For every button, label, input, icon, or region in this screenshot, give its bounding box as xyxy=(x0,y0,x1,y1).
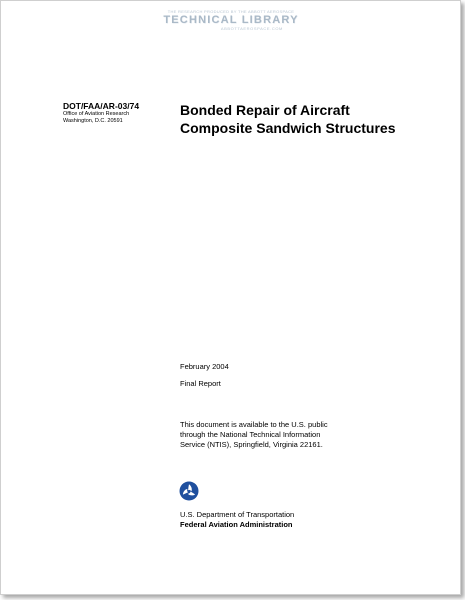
watermark-top-line: THE RESEARCH PRODUCED BY THE ABBOTT AEROSPACE xyxy=(167,9,295,14)
administration-name: Federal Aviation Administration xyxy=(180,520,293,529)
watermark-url: ABBOTTAEROSPACE.COM xyxy=(220,26,283,31)
availability-line-1: This document is available to the U.S. public xyxy=(180,420,328,429)
availability-statement xyxy=(180,420,370,450)
dot-logo-icon xyxy=(179,481,199,501)
report-location: Washington, D.C. 20591 xyxy=(63,118,123,124)
library-watermark xyxy=(161,9,301,35)
report-identifier-block xyxy=(63,101,163,125)
availability-line-3: Service (NTIS), Springfield, Virginia 22161. xyxy=(180,440,323,449)
availability-line-2: through the National Technical Information xyxy=(180,430,321,439)
report-date: February 2004 xyxy=(180,362,229,371)
report-type: Final Report xyxy=(180,379,221,388)
watermark-title: TECHNICAL LIBRARY xyxy=(163,14,299,26)
agency-block xyxy=(180,510,294,530)
title-line-2: Composite Sandwich Structures xyxy=(180,120,396,136)
report-number: DOT/FAA/AR-03/74 xyxy=(63,101,140,111)
report-office: Office of Aviation Research xyxy=(63,111,130,117)
document-title xyxy=(180,101,450,137)
department-name: U.S. Department of Transportation xyxy=(180,510,295,519)
title-line-1: Bonded Repair of Aircraft xyxy=(180,102,350,118)
